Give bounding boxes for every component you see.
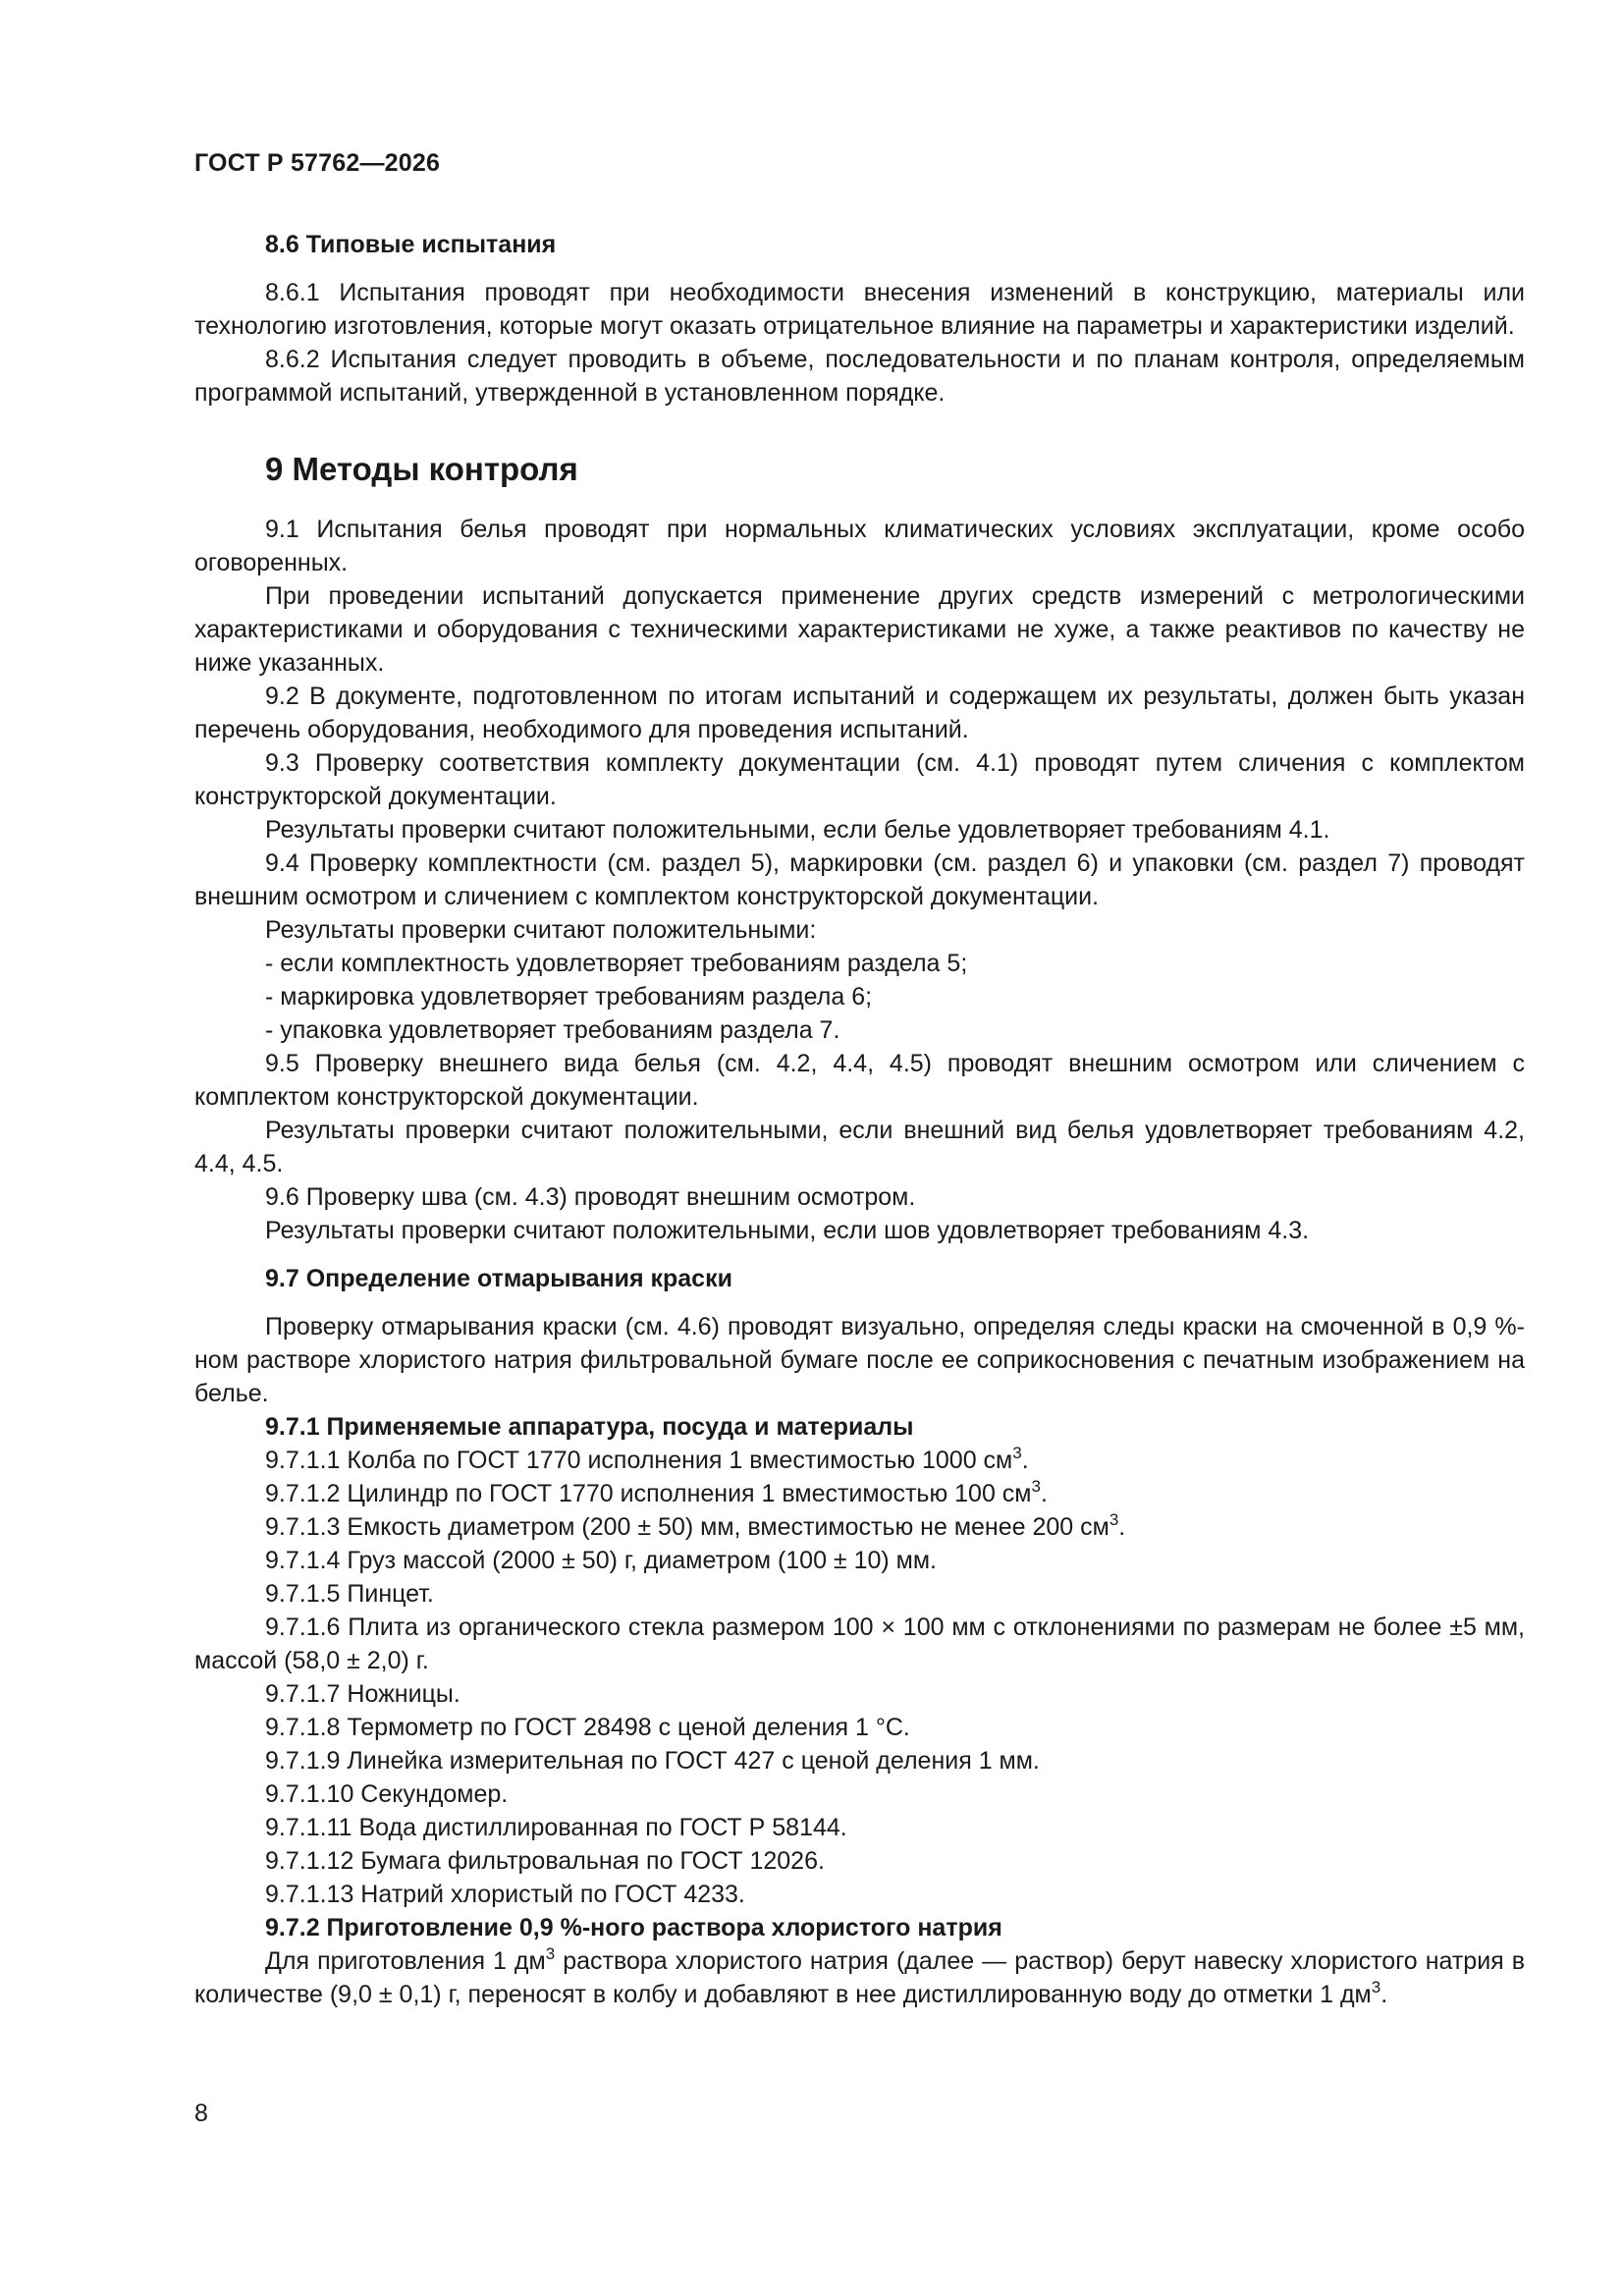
- paragraph: 9.7.1.6 Плита из органического стекла размером 100 × 100 мм с отклонениями по размерам не более ±5 мм, массой (58,0 ± 2,0) г.: [194, 1613, 1525, 1674]
- list-item: - маркировка удовлетворяет требованиям раздела 6;: [265, 983, 873, 1011]
- paragraph: 9.7.1.10 Секундомер.: [265, 1780, 509, 1808]
- superscript: 3: [1371, 1978, 1381, 1996]
- document-header-id: ГОСТ Р 57762—2026: [194, 149, 441, 177]
- document-body: [194, 228, 1525, 2011]
- paragraph: 9.4 Проверку комплектности (см. раздел 5), маркировки (см. раздел 6) и упаковки (см. раздел 7) проводят внешним осмотром и сличением с комплектом конструкторской документации.: [194, 849, 1525, 910]
- paragraph: 9.5 Проверку внешнего вида белья (см. 4.2, 4.4, 4.5) проводят внешним осмотром или сличением с комплектом конструкторской документации.: [194, 1050, 1525, 1111]
- paragraph: При проведении испытаний допускается применение других средств измерений с метрологическими характеристиками и оборудования с техническими характеристиками не хуже, а также реактивов по качеству не ниже указанных.: [194, 582, 1525, 677]
- list-item: - упаковка удовлетворяет требованиям раздела 7.: [265, 1016, 840, 1044]
- paragraph: 9.7.1.5 Пинцет.: [265, 1580, 434, 1608]
- section-heading: 8.6 Типовые испытания: [265, 231, 557, 258]
- paragraph: 9.3 Проверку соответствия комплекту документации (см. 4.1) проводят путем сличения с комплектом конструкторской документации.: [194, 749, 1525, 810]
- paragraph: 9.1 Испытания белья проводят при нормальных климатических условиях эксплуатации, кроме особо оговоренных.: [194, 516, 1525, 576]
- chapter-heading: 9 Методы контроля: [265, 451, 578, 487]
- paragraph: Проверку отмарывания краски (см. 4.6) проводят визуально, определяя следы краски на смоченной в 0,9 %-ном растворе хлористого натрия фильтровальной бумаге после ее соприкосновения с печатным изображением на белье.: [194, 1313, 1525, 1407]
- paragraph: 9.7.1.11 Вода дистиллированная по ГОСТ Р 58144.: [265, 1814, 847, 1841]
- paragraph: 9.7.1.4 Груз массой (2000 ± 50) г, диаметром (100 ± 10) мм.: [265, 1547, 937, 1574]
- superscript: 3: [1031, 1477, 1041, 1496]
- document-page: [194, 0, 1525, 2296]
- paragraph: Для приготовления 1 $дм^3$ раствора хлористого натрия (далее — раствор) берут навеску хлористого натрия в количестве (9,0 ± 0,1) г, переносят в колбу и добавляют в нее дистиллированную воду до отметки 1 $дм^3$.: [194, 1944, 1526, 2008]
- subsection-heading: 9.7.2 Приготовление 0,9 %-ного раствора хлористого натрия: [265, 1914, 1002, 1941]
- paragraph: Результаты проверки считают положительными, если шов удовлетворяет требованиям 4.3.: [265, 1217, 1310, 1244]
- paragraph: 8.6.2 Испытания следует проводить в объеме, последовательности и по планам контроля, определяемым программой испытаний, утвержденной в установленном порядке.: [194, 346, 1525, 407]
- paragraph: 9.7.1.12 Бумага фильтровальная по ГОСТ 12026.: [265, 1847, 825, 1875]
- paragraph: 9.7.1.2 Цилиндр по ГОСТ 1770 исполнения 1 вместимостью 100 $см^3$.: [265, 1477, 1048, 1507]
- paragraph: 8.6.1 Испытания проводят при необходимости внесения изменений в конструкцию, материалы или технологию изготовления, которые могут оказать отрицательное влияние на параметры и характеристики изделий.: [194, 279, 1525, 340]
- paragraph: 9.7.1.9 Линейка измерительная по ГОСТ 427 с ценой деления 1 мм.: [265, 1747, 1040, 1775]
- superscript: 3: [1012, 1444, 1022, 1462]
- subsection-heading: 9.7.1 Применяемые аппаратура, посуда и материалы: [265, 1413, 914, 1441]
- list-item: - если комплектность удовлетворяет требованиям раздела 5;: [265, 950, 968, 977]
- paragraph: 9.7.1.8 Термометр по ГОСТ 28498 с ценой деления 1 °С.: [265, 1714, 910, 1741]
- paragraph: 9.7.1.13 Натрий хлористый по ГОСТ 4233.: [265, 1881, 745, 1908]
- superscript: 3: [1109, 1510, 1119, 1529]
- paragraph: Результаты проверки считают положительными:: [265, 916, 817, 944]
- page-number: 8: [194, 2100, 208, 2127]
- superscript: 3: [545, 1944, 556, 1963]
- paragraph: 9.7.1.3 Емкость диаметром (200 ± 50) мм, вместимостью не менее 200 $см^3$.: [265, 1510, 1126, 1541]
- paragraph: 9.6 Проверку шва (см. 4.3) проводят внешним осмотром.: [265, 1183, 916, 1211]
- paragraph: 9.7.1.1 Колба по ГОСТ 1770 исполнения 1 вместимостью 1000 $см^3$.: [265, 1444, 1029, 1474]
- paragraph: Результаты проверки считают положительными, если белье удовлетворяет требованиям 4.1.: [265, 816, 1330, 844]
- paragraph: Результаты проверки считают положительными, если внешний вид белья удовлетворяет требованиям 4.2, 4.4, 4.5.: [194, 1117, 1525, 1177]
- paragraph: 9.7.1.7 Ножницы.: [265, 1680, 460, 1708]
- section-heading: 9.7 Определение отмарывания краски: [265, 1265, 732, 1292]
- paragraph: 9.2 В документе, подготовленном по итогам испытаний и содержащем их результаты, должен быть указан перечень оборудования, необходимого для проведения испытаний.: [194, 683, 1525, 743]
